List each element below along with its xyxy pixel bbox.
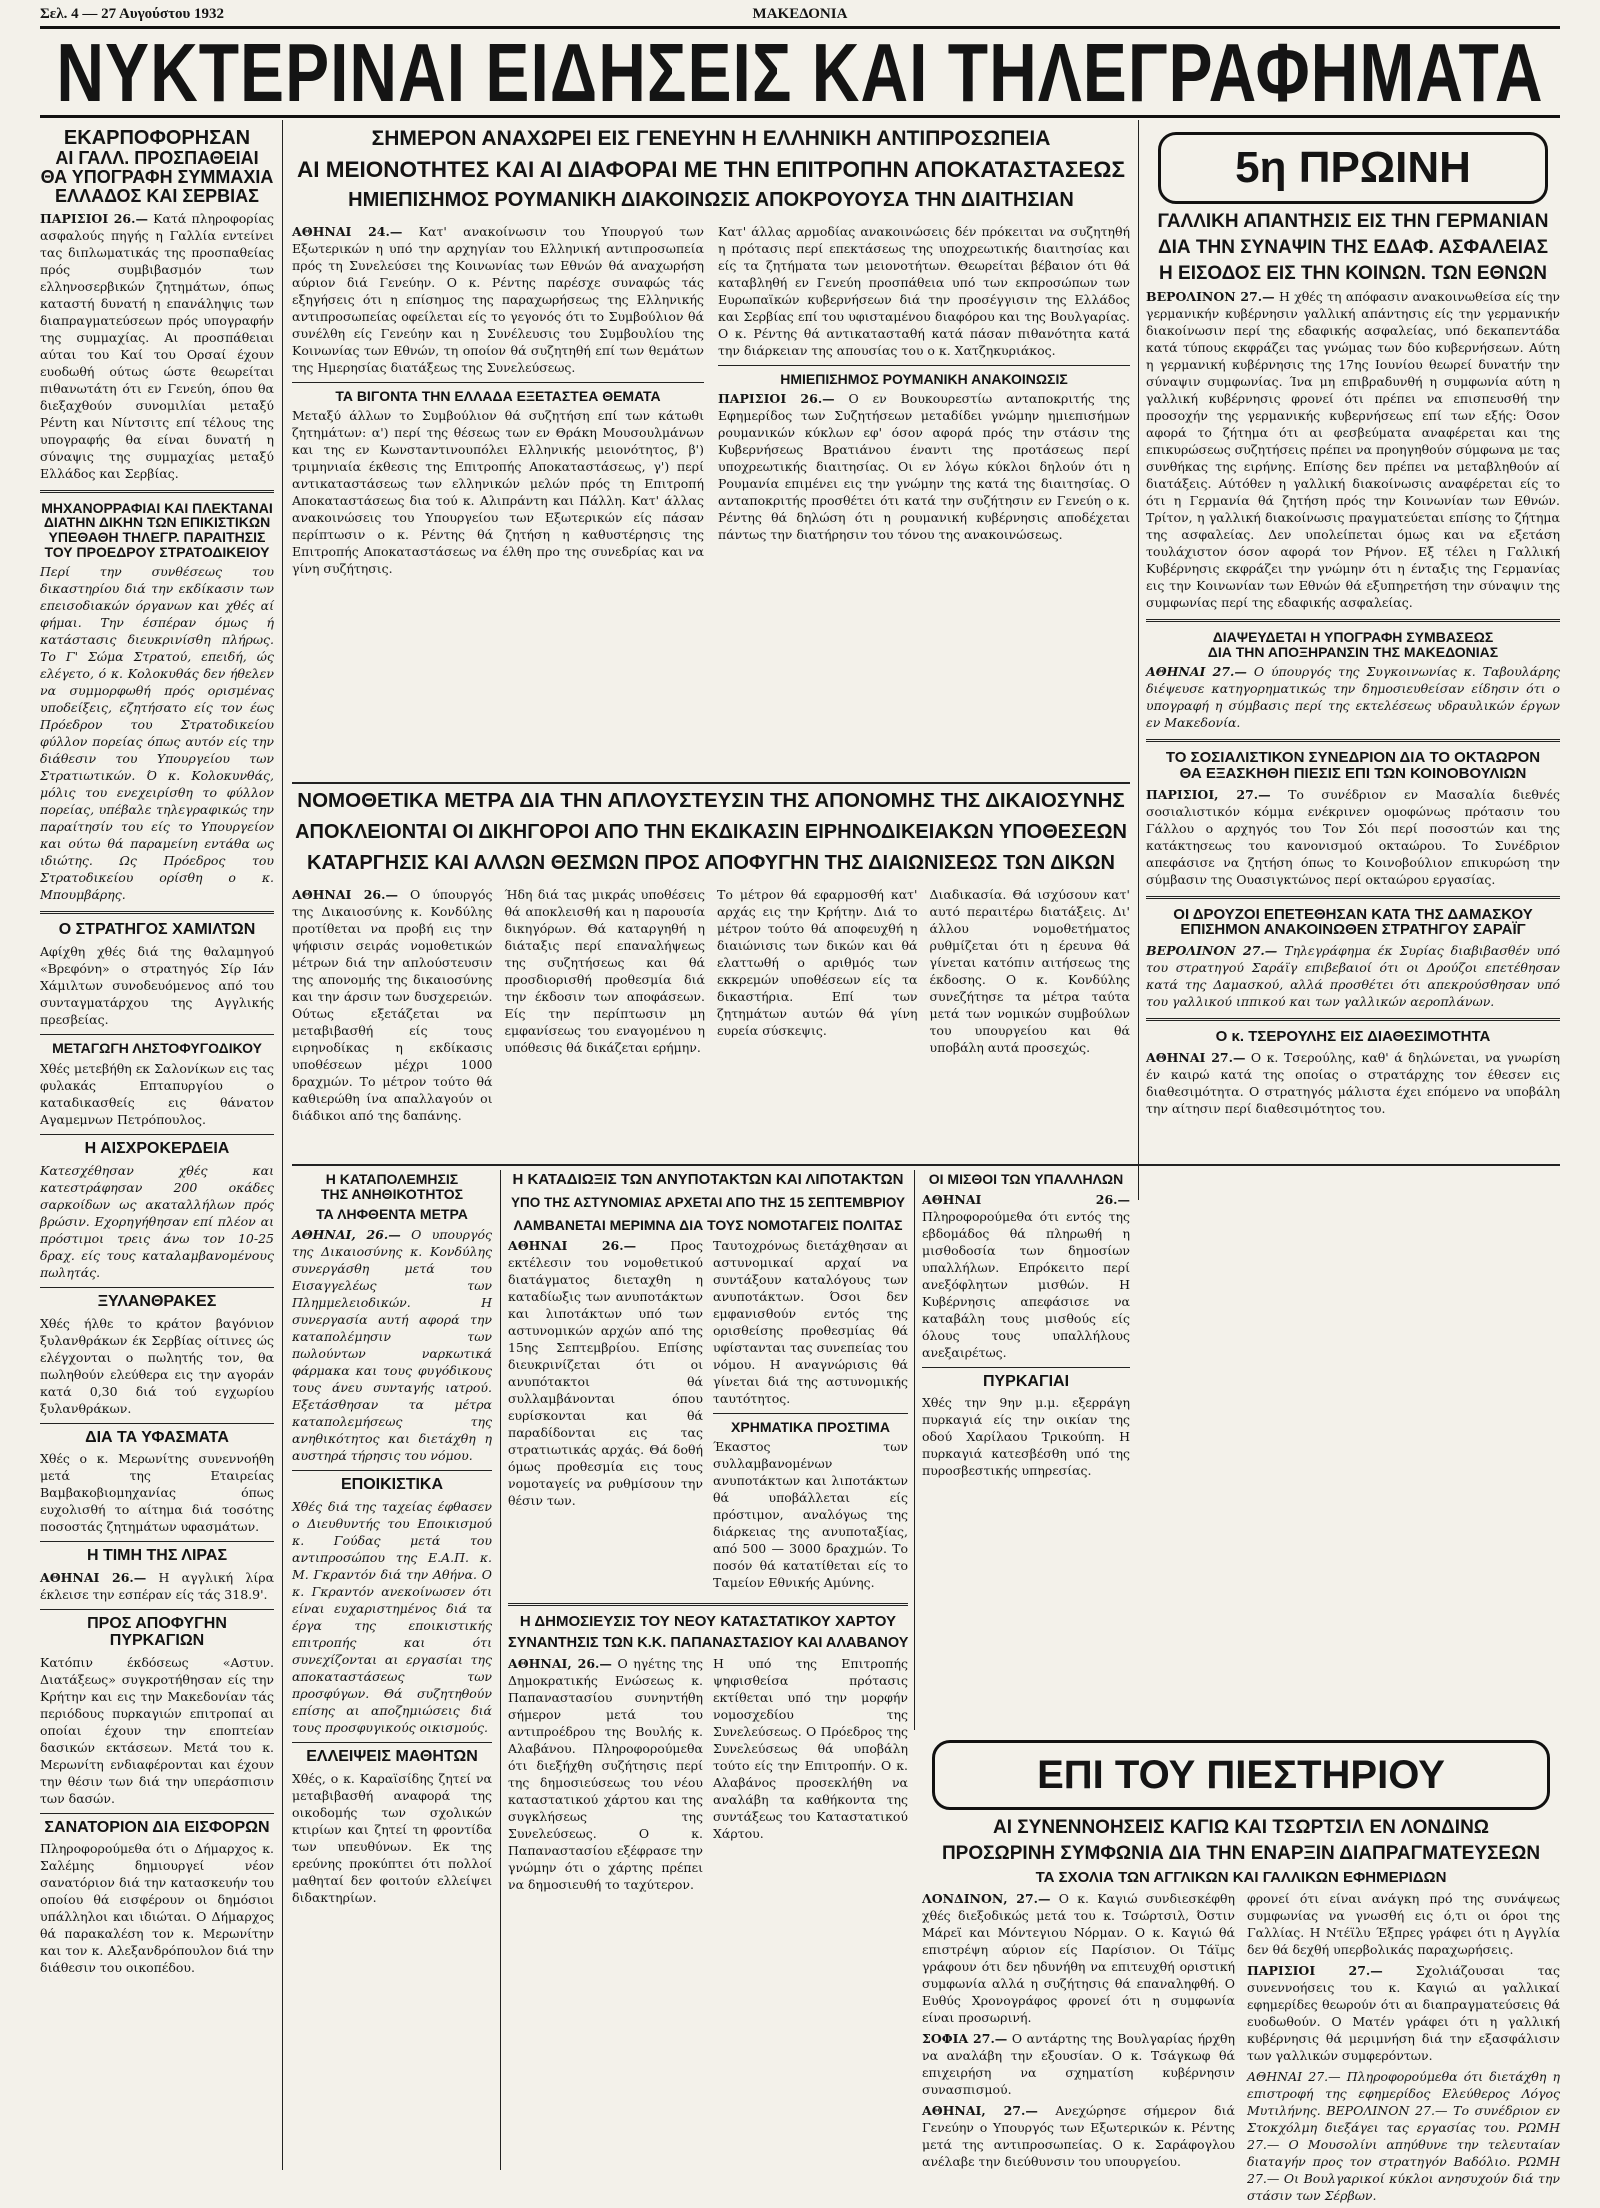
article-body: Χθές ήλθε το κράτον βαγόνιον ξυλανθράκων έκ Σερβίας οίτινες ώς ελέγχονται ο πωλητής τον, θα πωληθούν ελεύθερα εις την αγοράν κατά 0,30 διά τού εγχωρίου ξυλανθράκων. xyxy=(40,1315,274,1416)
headline-line: ΛΑΜΒΑΝΕΤΑΙ ΜΕΡΙΜΝΑ ΔΙΑ ΤΟΥΣ ΝΟΜΟΤΑΓΕΙΣ ΠΟΛΙΤΑΣ xyxy=(513,1216,903,1233)
headline: ΣΑΝΑΤΟΡΙΟΝ ΔΙΑ ΕΙΣΦΟΡΩΝ xyxy=(44,1818,270,1836)
headline: ΕΛΛΕΙΨΕΙΣ ΜΑΘΗΤΩΝ xyxy=(306,1747,478,1765)
divider xyxy=(40,1287,274,1288)
lower-mid-column xyxy=(922,1172,1130,1722)
article-body: Ο κ. Τσερούλης, καθ' ά δηλώνεται, να γνωρίση έν καιρώ κατά της οποίας ο στρατάρχης τον έθεσεν εις διαθεσιμότητα. Ο στρατηγός μάλιστα έχει επόμενο να υποβάλη την αίτησιν περί διαθεσιμότητος του. xyxy=(1146,1049,1561,1116)
subheadline: ΧΡΗΜΑΤΙΚΑ ΠΡΟΣΤΙΜΑ xyxy=(731,1418,890,1435)
headline-line: ΓΑΛΛΙΚΗ ΑΠΑΝΤΗΣΙΣ ΕΙΣ ΤΗΝ ΓΕΡΜΑΝΙΑΝ xyxy=(1157,211,1549,232)
edition-box xyxy=(1158,132,1548,204)
article-body: Χθές διά της ταχείας έφθασεν ο Διευθυντής του Εποικισμού κ. Γούδας μετά του αντιπροσώπου της Ε.Α.Π. κ. Μ. Γκραντόν διά την Αθήνα. Ο κ. Γκραντόν ανεκοίνωσεν ότι είναι ευχαριστημένος διά τα έργα της εποικιστικής επιτροπής και ότι συνεχίζονται αι εργασίαι της αποκαταστάσεως των προσφύγων. Θά συζητηθούν επίσης αι αποζημιώσεις διά τους προσφυγικούς οικισμούς. xyxy=(292,1498,492,1735)
dateline: ΣΟΦΙΑ 27.— xyxy=(922,2030,1008,2046)
article-body: Σχολιάζουσαι τας συνεννοήσεις του κ. Καγιώ αι γαλλικαί εφημερίδες θεωρούν ότι αι διαπραγματεύσεις θά ευοδωθούν. Ο Ματέν γράφει ότι η γαλλική κυβέρνησις θά μεριμνήση διά την εξασφάλισιν των γαλλικών συμφερόντων. xyxy=(1247,1962,1560,2063)
paper-name: ΜΑΚΕΔΟΝΙΑ xyxy=(752,6,848,22)
column-rule xyxy=(500,1170,501,2170)
divider xyxy=(40,1423,274,1424)
article-body: φρονεί ότι είναι ανάγκη πρό της συνάψεως συμφωνίας να γνωσθή εις ό,τι οι όροι της Γαλλίας. Η Ντέϊλυ Έξπρες γράφει ότι η Αγγλία δεν θά δεχθή υπερβολικάς παραχωρήσεις. xyxy=(1247,1890,1560,1957)
subheadline: ΤΑ ΒΙΓΟΝΤΑ ΤΗΝ ΕΛΛΑΔΑ ΕΞΕΤΑΣΤΕΑ ΘΕΜΑΤΑ xyxy=(335,387,661,404)
article-body: Χθές την 9ην μ.μ. εξερράγη πυρκαγιά είς την οικίαν της οδού Χαρίλαου Τρικούπη. Η πυρκαγιά κατεσβέσθη υπό της πυροσβεστικής υπηρεσίας. xyxy=(922,1395,1130,1479)
headline-line: ΤΗΣ ΑΝΗΘΙΚΟΤΗΤΟΣ xyxy=(320,1185,464,1202)
article-col xyxy=(718,219,1130,582)
headline-line: ΘΑ ΥΠΟΓΡΑΦΗ ΣΥΜΜΑΧΙΑ xyxy=(40,166,274,187)
article-body: Πληροφορούμεθα ότι ο Δήμαρχος κ. Σαλέμης δημιουργεί νέον σανατόριον διά την κατασκευήν του οποίου θά εισφέρουν οι δημόσιοι υπάλληλοι και ιδιώται. Ο Δήμαρχος θά παρακαλέση τον κ. Μερωνίτην και τον κ. Αλεξανδρόπουλον διά την διάθεσιν του οικοπέδου. xyxy=(40,1841,274,1976)
article-body: Ήδη διά τας μικράς υποθέσεις θά αποκλεισθή και η παρουσία δικηγόρων. Θά καταργηθή η διάταξις περί επαναλήψεως της συζητήσεως και θά προσδιορισθή προθεσμία διά την έκδοσιν των αποφάσεων. Είς την περίπτωσιν μη εμφανίσεως του εναγομένου η υπόθεσις θά δικάζεται ερήμην. xyxy=(504,886,705,1055)
headline: ΞΥΛΑΝΘΡΑΚΕΣ xyxy=(97,1292,217,1310)
article-columns xyxy=(292,882,1130,1128)
headline-line: ΔΙΑ ΤΗΝ ΑΠΟΞΗΡΑΝΣΙΝ ΤΗΣ ΜΑΚΕΔΟΝΙΑΣ xyxy=(1207,643,1499,660)
article-body: Κατ' άλλας αρμοδίας ανακοινώσεις δέν πρόκειται να συζητηθή η πρότασις περί επεκτάσεως της υποχρεωτικής διαιτησίας και είς τα ζητήματα των μειονοτήτων. Θεωρείται βέβαιον ότι θά καταβληθή εν Γενεύη προσπάθεια υπό των εκπροσώπων των Ευρωπαϊκών κυβερνήσεων διά την προσέγγισιν της Ελλάδος και Σερβίας επί του υφισταμένου διαφόρου και της Βουλγαρίας. Ο κ. Ρέντης θά αντικατασταθή κατά πάσαν πιθανότητα κατά την διάρκειαν της απουσίας του ο κ. Χατζηκυριάκος. xyxy=(718,223,1130,358)
divider xyxy=(1146,1018,1560,1021)
headline-line: ΗΜΙΕΠΙΣΗΜΟΣ ΡΟΥΜΑΝΙΚΗ ΔΙΑΚΟΙΝΩΣΙΣ ΑΠΟΚΡΟΥΟΥΣΑ ΤΗΝ ΔΙΑΙΤΗΣΙΑΝ xyxy=(348,188,1074,211)
column-rule xyxy=(914,1170,915,1730)
article-body: Ο εν Βουκουρεστίω ανταποκριτής της Εφημερίδος των Συζητήσεων μεταδίδει γνώμην ημιεπισήμων ρουμανικών κύκλων εφ' όσον αφορά πρός την στάσιν της Κυβερνήσεως Βρατιάνου έναντι της προτάσεως περί υποχρεωτικής διαιτησίας. Οι εν λόγω κύκλοι δηλούν ότι η Ρουμανία επιμένει εις την γνώμην της κατά της διαιτησίας. Ο ανταποκριτής προσθέτει ότι κατά την συζήτησιν εν Γενεύη ο κ. Ρέντης θά δηλώση ότι η ρουμανική κυβέρνησις αποδέχεται πάντως την διατήρησιν του τόνου της ανακοινώσεως. xyxy=(718,391,1130,543)
article-body: Χθές μετεβήθη εκ Σαλονίκων εις τας φυλακάς Επταπυργίου ο καταδικασθείς εις θάνατον Αγαμεμνων Πετρόπουλος. xyxy=(40,1060,274,1127)
headline-line: Η ΔΗΜΟΣΙΕΥΣΙΣ ΤΟΥ ΝΕΟΥ ΚΑΤΑΣΤΑΤΙΚΟΥ ΧΑΡΤΟΥ xyxy=(519,1613,897,1631)
article-body: Η χθές τη απόφασιν ανακοινωθείσα είς την γερμανικήν κυβέρνησιν γαλλική απάντησις είς την γερμανικήν διακοίνωσιν περί της εδαφικής ασφαλείας, υπό δεκαπεντάδα κατά τύπους εκφράζει τας γνώμας των δύο κυβερνήσεων. Αύτη η γερμανική κυβέρνησις της 17ης Ιουνίου θεωρεί δυνατήν την σύναψιν συμφωνίας. Ίνα μη επιβραδυνθή η συμφωνία αύτη η γαλλική κυβέρνησις φρονεί ότι πρέπει να επισπευσθή την προσοχήν της γερμανικής κυβερνήσεως επί των εξής: Όσον αφορά το ζήτημα ότι αι φεσβεύματα αναφέρεται και της επικυρώσεως συζητήσεις πρέπει να προηγηθούν σύμφωνα με τας συνθήκας της ειρήνης. Επίσης δεν πρέπει να μεταβληθούν αί διατάξεις. Αύτόθεν η γαλλική διακοίνωσις αναφέρεται είς το ότι η Γερμανία θά ζητήση πρός την Κοινωνίαν των Εθνών. Τρίτον, η γαλλική διακοίνωσις πραγματεύεται επίσης το ζήτημα της ασφαλείας. Δεν υπολείπεται όμως και να εξετάση τουλάχιστον όσον αφορά τον Ρήνον. Εξ τέλει η Γαλλική Κυβέρνησις εκφράζει την γνώμην ότι η ένταξις της Γερμανίας εις την Κοινωνίαν των Εθνών θά εξυπηρετήση την σύναψιν της συμφωνίας περί της εδαφικής ασφαλείας. xyxy=(1146,288,1561,610)
press-box xyxy=(932,1740,1550,1810)
headline-line: ΑΙ ΜΕΙΟΝΟΤΗΤΕΣ ΚΑΙ ΑΙ ΔΙΑΦΟΡΑΙ ΜΕ ΤΗΝ ΕΠΙΤΡΟΠΗΝ ΑΠΟΚΑΤΑΣΤΑΣΕΩΣ xyxy=(297,157,1125,183)
headline: Ο κ. ΤΣΕΡΟΥΛΗΣ ΕΙΣ ΔΙΑΘΕΣΙΜΟΤΗΤΑ xyxy=(1215,1028,1491,1046)
divider xyxy=(292,1742,492,1743)
headline-line: ΔΙΑΨΕΥΔΕΤΑΙ Η ΥΠΟΓΡΑΦΗ ΣΥΜΒΑΣΕΩΣ xyxy=(1212,628,1494,645)
horizontal-rule xyxy=(292,1164,1560,1166)
article-col xyxy=(292,219,704,582)
article-body: Μεταξύ άλλων το Συμβούλιον θά συζητήση επί των κάτωθι ζητημάτων: α') περί της θέσεως των εν Θράκη Μουσουλμάνων και της εν Κωνσταντινουπόλει Ελληνικής μειονότητος, β') τριμηνιαία έκθεσις της Επιτροπής Αποκαταστάσεως, γ') περί αντικαταστάσεως των ελληνικών μελών πρός τη Επιτροπή Αποκαταστάσεως δια τού κ. Αλιπράντη και Πάλλη. Κατ' άλλας ανακοινώσεις του Υπουργείου των Εξωτερικών είς πάσαν περίπτωσιν ο κ. Ρέντης θά ζητήση η καθυστέρησις της Επιτροπής Αποκαταστάσεως να έλθη προ της συνεδρίας και να γίνη συζήτησις. xyxy=(292,408,704,577)
article-body: Ο υπουργός της Δικαιοσύνης κ. Κονδύλης συνεργάσθη μετά του Εισαγγελέως των Πλημμελειοδικών. Η συνεργασία αυτή αφορά την καταπολέμησιν των πωλούντων ναρκωτικά φάρμακα και τους φυγόδικους τους άνευ συνταγής ιατρού. Εξετάσθησαν τα μέτρα καταπολεμήσεως της ανηθικότητος και διετάχθη η αυστηρά τήρησις του νόμου. xyxy=(292,1227,492,1464)
article-columns xyxy=(508,1651,908,1897)
article-body: Η υπό της Επιτροπής ψηφισθείσα πρότασις εκτίθεται υπό την μορφήν νομοσχεδίου της Συνελεύσεως. Ο Πρόεδρος της Συνελεύσεως θά υποβάλη τούτο είς την Επιτροπήν. Ο κ. Αλαβάνος προσεκλήθη να αναλάβη τα καθήκοντα της συντάξεως του Καταστατικού Χάρτου. xyxy=(713,1656,908,1842)
dateline: ΠΑΡΙΣΙΟΙ 26.— xyxy=(718,391,835,407)
divider xyxy=(922,1367,1130,1368)
divider xyxy=(1146,896,1560,899)
left-column xyxy=(40,128,274,2173)
dateline: ΑΘΗΝΑΙ 26.— xyxy=(40,1570,147,1586)
article-body: Χθές, ο κ. Καραϊσίδης ζητεί να μεταβιβασθή αναφορά της οικοδομής των σχολικών κτιρίων και ζητεί τη φροντίδα των υπευθύνων. Εκ της ερεύνης προκύπτει ότι πολλοί μαθηταί δεν φοιτούν ελλείψει διδακτηρίων. xyxy=(292,1770,492,1905)
article-alliance xyxy=(40,128,274,482)
divider xyxy=(40,1541,274,1542)
headline-line: ΑΠΟΚΛΕΙΟΝΤΑΙ ΟΙ ΔΙΚΗΓΟΡΟΙ ΑΠΟ ΤΗΝ ΕΚΔΙΚΑΣΙΝ ΕΙΡΗΝΟΔΙΚΕΙΑΚΩΝ ΥΠΟΘΕΣΕΩΝ xyxy=(295,820,1127,843)
dateline: ΑΘΗΝΑΙ, 26.— xyxy=(292,1227,401,1243)
headline-line: ΘΑ ΕΞΑΣΚΗΘΗ ΠΙΕΣΙΣ ΕΠΙ ΤΩΝ ΚΟΙΝΟΒΟΥΛΙΩΝ xyxy=(1179,764,1527,782)
article-body: Ο ύπουργός της Δικαιοσύνης κ. Κονδύλης προτίθεται να προβή εις την ψήφισιν σειράς νομοθετικών μέτρων διά την απλούστευσιν της απονομής της δικαιοσύνης και την άρσιν των δυσχερειών. Ούτως εξετάζεται να μεταβιβασθή είς τους ειρηνοδίκας η εκδίκασις υποθέσεων μέχρι 1000 δραχμών. Το μέτρον τούτο θά καθιερώθη ίνα απαλλαγούν οι διάδικοι από της δαπάνης. xyxy=(292,886,493,1123)
headline-line: ΑΙ ΓΑΛΛ. ΠΡΟΣΠΑΘΕΙΑΙ xyxy=(55,148,259,168)
headline: ΜΕΤΑΓΩΓΗ ΛΗΣΤΟΦΥΓΟΔΙΚΟΥ xyxy=(52,1040,262,1057)
dateline: ΑΘΗΝΑΙ, 26.— xyxy=(508,1656,612,1672)
column-rule xyxy=(282,120,283,2170)
headline-line: ΥΠΕΘΑΘΗ ΤΗΛΕΓΡ. ΠΑΡΑΙΤΗΣΙΣ xyxy=(48,529,266,546)
article-body: Έκαστος των συλλαμβανομένων ανυποτάκτων και λιποτάκτων θά υποβάλλεται είς πρόστιμον, αναλόγως της διάρκειας της ανυποταξίας, από 500 — 3000 δραχμών. Το ποσόν θά κατατίθεται είς το Ταμείον Εθνικής Αμύνης. xyxy=(713,1439,908,1591)
article-columns xyxy=(508,1233,908,1596)
dateline: ΠΑΡΙΣΙΟΙ 27.— xyxy=(1247,1962,1383,1978)
subheadline: ΗΜΙΕΠΙΣΗΜΟΣ ΡΟΥΜΑΝΙΚΗ ΑΝΑΚΟΙΝΩΣΙΣ xyxy=(780,370,1068,387)
dateline: ΑΘΗΝΑΙ 26.— xyxy=(508,1237,637,1253)
dateline: ΑΘΗΝΑΙ 26.— xyxy=(292,886,398,902)
divider xyxy=(718,365,1130,366)
dateline: ΑΘΗΝΑΙ 27.— xyxy=(1146,664,1247,680)
dateline: ΛΟΝΔΙΝΟΝ, 27.— xyxy=(922,1890,1051,1906)
article-body: Ταυτοχρόνως διετάχθησαν αι αστυνομικαί αρχαί να συντάξουν καταλόγους των ανυποτάκτων. Όσοι δεν εμφανισθούν εντός της ορισθείσης προθεσμίας θά υφίστανται τας συνεπείας του νόμου. Η αναγνώρισις θά γίνεται διά της αστυνομικής ταυτότητος. xyxy=(713,1237,908,1406)
divider xyxy=(1146,739,1560,742)
article-body: Το μέτρον θά εφαρμοσθή κατ' αρχάς εις την Κρήτην. Διά το μέτρον τούτο θά αποφευχθή η διαιώνισις των δικών και θά ελαττωθή ο αριθμός των εκκρεμών υποθέσεων είς τα δικαστήρια. Επί των ζητημάτων αυτών θά γίνη ευρεία σύσκεψις. xyxy=(717,886,918,1038)
article-body: Ανεχώρησε σήμερον διά Γενεύην ο Υπουργός των Εξωτερικών κ. Ρέντης μετά της αντιπροσωπείας. Ο κ. Σαράφογλου ανέλαβε την διεύθυνσιν του υπουργείου. xyxy=(922,2102,1235,2169)
article-body: Ο ηγέτης της Δημοκρατικής Ενώσεως κ. Παπαναστασίου συνηντήθη σήμερον μετά του αντιπροέδρου της Βουλής κ. Αλαβάνου. Πληροφορούμεθα ότι διεξήχθη συζήτησις περί της δημοσιεύσεως του νέου καταστατικού χάρτου και της συγκλήσεως της Συνελεύσεως. Ο κ. Παπαναστασίου εξέφρασε την γνώμην ότι ο χάρτης πρέπει να δημοσιευθή το ταχύτερον. xyxy=(508,1656,703,1893)
divider xyxy=(1146,619,1560,622)
headline-line: ΤΑ ΣΧΟΛΙΑ ΤΩΝ ΑΓΓΛΙΚΩΝ ΚΑΙ ΓΑΛΛΙΚΩΝ ΕΦΗΜΕΡΙΔΩΝ xyxy=(1035,1868,1447,1886)
headline-line: ΣΥΝΑΝΤΗΣΙΣ ΤΩΝ Κ.Κ. ΠΑΠΑΝΑΣΤΑΣΙΟΥ ΚΑΙ ΑΛΑΒΑΝΟΥ xyxy=(508,1635,909,1652)
article-body: Κατ' ανακοίνωσιν του Υπουργού των Εξωτερικών η υπό την αρχηγίαν του Ελληνική αντιπροσωπεία πρός τη Συνελεύσει της Κοινωνίας των Εθνών θά αναχωρήση αύριον διά Γενεύην. Ο κ. Ρέντης παρέσχε συναφώς τάς εξηγήσεις ότι η επίσημος της παραχωρήσεως της Ελληνικής αντιπροσωπείας οφείλεται είς το γεγονός ότι το Συμβούλιον θά συνέλθη είς Γενεύην και η Συνέλευσις του Συμβουλίου της Κοινωνίας των Εθνών, τη οποίον θά συζητηθή επί των θεμάτων της Ημερησίας διατάξεως της Συνελεύσεως. xyxy=(292,223,704,375)
headline-line: ΥΠΟ ΤΗΣ ΑΣΤΥΝΟΜΙΑΣ ΑΡΧΕΤΑΙ ΑΠΟ ΤΗΣ 15 ΣΕΠΤΕΜΒΡΙΟΥ xyxy=(511,1194,905,1210)
article-body: Προς εκτέλεσιν του νομοθετικού διατάγματος διεταχθη η καταδίωξις των ανυποτάκτων και λιποτάκτων υπό των αστυνομικών αρχών από της 15ης Σεπτεμβρίου. Επίσης διευκρινίζεται ότι οι ανυπότακτοι θά συλλαμβάνονται όπου ευρίσκονται και θά παραδίδονται εις τας στρατιωτικάς αρχάς. Θά δοθή όμως προθεσμία εις τους νομοταγείς να ρυθμίσουν την θέσιν των. xyxy=(508,1237,703,1508)
article-body: Κατόπιν έκδόσεως «Αστυν. Διατάξεως» συγκροτήθησαν είς την Κρήτην και εις την Μακεδονίαν τάς περιόδους πυρκαγιών επιτροπαί αι οποίαι έχουν την εποπτείαν δασικών εκτάσεων. Μετά του κ. Μερωνίτη ενδιαφέρονται και έχουν την θέσιν των διά την υπεράσπισιν των δασών. xyxy=(40,1654,274,1806)
headline-line: ΣΗΜΕΡΟΝ ΑΝΑΧΩΡΕΙ ΕΙΣ ΓΕΝΕΥΗΝ Η ΕΛΛΗΝΙΚΗ ΑΝΤΙΠΡΟΣΩΠΕΙΑ xyxy=(371,127,1051,150)
headline-line: Η ΚΑΤΑΔΙΩΞΙΣ ΤΩΝ ΑΝΥΠΟΤΑΚΤΩΝ ΚΑΙ ΛΙΠΟΤΑΚΤΩΝ xyxy=(512,1171,904,1188)
article-body: Κατά πληροφορίας ασφαλούς πηγής η Γαλλία εντείνει τας διπλωματικάς της προσπαθείας πρός συμβιβασμόν των ελληνοσερβικών ζητημάτων, όπως καταστή δυνατή η επανάληψις των διαπραγματεύσεων πρός υπογραφήν της συμμαχίας. Αι προσπάθειαι αύται του Καί του Ορσαί έχουν ευοδωθή ούτως ώστε θεωρείται πιθανωτάτη ότι εν Γενεύη, όπου θα διεξαχθούν συνομιλίαι μεταξύ Ρέντη και Νίντσιτς επί τέλους της υπογραφής θα είναι δυνατή η σύναψις της συμμαχίας μεταξύ Ελλάδος και Σερβίας. xyxy=(40,210,274,481)
center-top-block xyxy=(292,128,1130,778)
dateline: ΠΑΡΙΣΙΟΙ 26.— xyxy=(40,210,148,226)
press-box-area xyxy=(922,1740,1560,2203)
masthead-title: ΝΥΚΤΕΡΙΝΑΙ ΕΙΔΗΣΕΙΣ ΚΑΙ ΤΗΛΕΓΡΑΦΗΜΑΤΑ xyxy=(56,25,1544,119)
dateline: ΠΑΡΙΣΙΟΙ, 27.— xyxy=(1146,786,1271,802)
headline-line: ΠΡΟΣΩΡΙΝΗ ΣΥΜΦΩΝΙΑ ΔΙΑ ΤΗΝ ΕΝΑΡΞΙΝ ΔΙΑΠΡΑΓΜΑΤΕΥΣΕΩΝ xyxy=(941,1842,1541,1864)
headline-line: ΝΟΜΟΘΕΤΙΚΑ ΜΕΤΡΑ ΔΙΑ ΤΗΝ ΑΠΛΟΥΣΤΕΥΣΙΝ ΤΗΣ ΑΠΟΝΟΜΗΣ ΤΗΣ ΔΙΚΑΙΟΣΥΝΗΣ xyxy=(297,789,1125,812)
headline: ΠΡΟΣ ΑΠΟΦΥΓΗΝ ΠΥΡΚΑΓΙΩΝ xyxy=(87,1615,227,1649)
divider xyxy=(292,382,704,383)
headline-line: ΕΛΛΑΔΟΣ ΚΑΙ ΣΕΡΒΙΑΣ xyxy=(55,185,259,206)
divider xyxy=(508,1603,908,1606)
headline-line: ΟΙ ΔΡΟΥΖΟΙ ΕΠΕΤΕΘΗΣΑΝ ΚΑΤΑ ΤΗΣ ΔΑΜΑΣΚΟΥ xyxy=(1173,905,1533,923)
page-topline xyxy=(40,6,1560,26)
headline-line: Η ΚΑΤΑΠΟΛΕΜΗΣΙΣ xyxy=(325,1171,459,1187)
article-columns xyxy=(292,219,1130,582)
article-court xyxy=(40,501,274,904)
headline: ΠΥΡΚΑΓΙΑΙ xyxy=(982,1372,1070,1390)
divider xyxy=(40,1134,274,1135)
headline: ΟΙ ΜΙΣΘΟΙ ΤΩΝ ΥΠΑΛΛΗΛΩΝ xyxy=(928,1171,1124,1187)
dateline: ΑΘΗΝΑΙ 24.— xyxy=(292,223,403,239)
masthead xyxy=(40,26,1560,118)
headline-line: ΔΙΑΤΗΝ ΔΙΚΗΝ ΤΩΝ ΕΠΙΚΙΣΤΙΚΩΝ xyxy=(43,514,271,531)
article-body: Πληροφορούμεθα ότι εντός της εβδομάδος θά πληρωθή η μισθοδοσία των δημοσίων υπαλλήλων. Επρόκειτο περί ανεξόφλητων μισθών. Η Κυβέρνησις απεφάσισε να καταβάλη τους μισθούς είς όλους τους υπαλλήλους ανεξαιρέτως. xyxy=(922,1208,1130,1360)
lower-center-column xyxy=(508,1172,908,2172)
headline-line: Η ΕΙΣΟΔΟΣ ΕΙΣ ΤΗΝ ΚΟΙΝΩΝ. ΤΩΝ ΕΘΝΩΝ xyxy=(1159,262,1547,284)
article-body: Περί την συνθέσεως του δικαστηρίου διά την εκδίκασιν των επεισοδιακών όργανων και χθές αί φήμαι. Την έσπέραν όμως ή κατάστασις διευκρινίσθη πλήρως. Το Γ' Σώμα Στρατού, επειδή, ώς ελέγετο, ό κ. Κολοκυθάς δεν ήθελεν να συμμορφωθή πρός ορισμένας υποδείξεις, εζητήσατο είς τον έως Πρόεδρον του Στρατοδικείου φύλλον πορείας όπως αυτόν είς την διάθεσιν του Υπουργείου των Στρατιωτικών. Ό κ. Κολοκυνθάς, μόλις του ενεχειρίσθη το φύλλον πορείας, υπέβαλε τηλεγραφικώς την παραίτησίν του είς το Υπουργείον και ούτω θά παραμείνη εντάθα ως ιδιώτης. Ως Πρόεδρος του Στρατοδικείου ορίσθη ο κ. Μπουμβάρης. xyxy=(40,564,274,903)
divider xyxy=(40,1813,274,1814)
divider xyxy=(40,911,274,914)
law-article xyxy=(292,790,1130,1160)
article-body: Η αγγλική λίρα έκλεισε την εσπέραν είς τάς 318.9'. xyxy=(40,1570,275,1603)
headline: Η ΤΙΜΗ ΤΗΣ ΛΙΡΑΣ xyxy=(86,1547,228,1565)
headline-line: ΕΠΙΣΗΜΟΝ ΑΝΑΚΟΙΝΩΘΕΝ ΣΤΡΑΤΗΓΟΥ ΣΑΡΑΪΓ xyxy=(1180,921,1526,939)
press-box-title: ΕΠΙ ΤΟΥ ΠΙΕΣΤΗΡΙΟΥ xyxy=(1037,1753,1445,1797)
headline: ΔΙΑ ΤΑ ΥΦΑΣΜΑΤΑ xyxy=(85,1428,229,1446)
column-rule xyxy=(1138,120,1139,1200)
article-body: Κατεσχέθησαν χθές και κατεστράφησαν 200 οκάδες σαρκοίδων ως ακαταλλήλων πρός βρώσιν. Εχορηγήθησαν επί πλέον αι πρόστιμοι τρεις άνω τον 10-25 δραχ. είς τους καταλαμβανομένους πωλητάς. xyxy=(40,1162,274,1280)
divider xyxy=(713,1413,908,1414)
article-body: Διαδικασία. Θά ισχύσουν κατ' αυτό περαιτέρω διατάξεις. Δι' άλλου νομοθετήματος ρυθμίζεται ότι η έρευνα θά γίνεται κατόπιν αιτήσεως της έκδοσης. Ο κ. Κονδύλης συνεζήτησε τα μέτρα ταύτα μετά των νομικών συμβούλων του υπουργείου και θά υποβάλη αυτά προσεχώς. xyxy=(929,886,1130,1055)
headline-line: ΤΟ ΣΟΣΙΑΛΙΣΤΙΚΟΝ ΣΥΝΕΔΡΙΟΝ ΔΙΑ ΤΟ ΟΚΤΑΩΡΟΝ xyxy=(1165,749,1541,767)
dateline: ΒΕΡΟΛΙΝΟΝ 27.— xyxy=(1146,288,1275,304)
headline-line: ΜΗΧΑΝΟΡΡΑΦΙΑΙ ΚΑΙ ΠΛΕΚΤΑΝΑΙ xyxy=(41,499,273,516)
horizontal-rule xyxy=(292,782,1130,784)
divider xyxy=(40,1034,274,1035)
headline-line: ΚΑΤΑΡΓΗΣΙΣ ΚΑΙ ΑΛΛΩΝ ΘΕΣΜΩΝ ΠΡΟΣ ΑΠΟΦΥΓΗΝ ΤΗΣ ΔΙΑΙΩΝΙΣΕΩΣ ΤΩΝ ΔΙΚΩΝ xyxy=(307,851,1115,874)
article-body: Χθές ο κ. Μερωνίτης συνεννοήθη μετά της Εταιρείας Βαμβακοβιομηχανίας όπως ευχολισθή το αίτημα διά τοσότης ποσοστάς ζητημάτων υφασμάτων. xyxy=(40,1451,274,1535)
divider xyxy=(40,490,274,493)
article-body: Ο ύπουργός της Συγκοινωνίας κ. Ταβουλάρης διέψευσε κατηγορηματικώς την δημοσιευθείσαν είδησιν ότι ο υπογραφή η σύμβασις περί της εκτελέσεως υδραυλικών έργων εν Μακεδονία. xyxy=(1146,664,1561,731)
article-body: ΑΘΗΝΑΙ 27.— Πληροφορούμεθα ότι διετάχθη η επιστροφή της εφημερίδος Ελεύθερος Λόγος Μυτιλήνης. ΒΕΡΟΛΙΝΟΝ 27.— Το συνέδριον εν Στοκχόλμη διεξάγει τας εργασίας του. ΡΩΜΗ 27.— Ο Μουσολίνι απηύθυνε την τελευταίαν διαταγήν προς τον στρατηγόν Βαδόλιο. ΡΩΜΗ 27.— Οι Βουλγαρικοί κύκλοι ανησυχούν διά την στάσιν των Σέρβων. xyxy=(1247,2068,1560,2203)
headline-line: ΔΙΑ ΤΗΝ ΣΥΝΑΨΙΝ ΤΗΣ ΕΔΑΦ. ΑΣΦΑΛΕΙΑΣ xyxy=(1157,236,1549,258)
headline-line: ΤΟΥ ΠΡΟΕΔΡΟΥ ΣΤΡΑΤΟΔΙΚΕΙΟΥ xyxy=(44,543,270,560)
article-body: Ο κ. Καγιώ συνδιεσκέφθη χθές διεξοδικώς μετά του κ. Τσώρτσιλ, Όστιν Μάρεϊ και Μόντεγιου Νόρμαν. Ο κ. Καγιώ θά επιστρέψη αύριον είς Παρίσιον. Οι Τάϊμς γράφουν ότι δεν ηδυνήθη να επιτευχθή οριστική συμφωνία αλλά η συζήτησις θά επαναληφθή. Ο Ευθύς Χρονογράφος φρονεί ότι η συμφωνία είναι προσωρινή. xyxy=(922,1890,1235,2025)
headline-line: ΕΚΑΡΠΟΦΟΡΗΣΑΝ xyxy=(63,127,251,149)
lower-left-column xyxy=(292,1172,492,2172)
headline: ΕΠΟΙΚΙΣΤΙΚΑ xyxy=(340,1476,444,1494)
right-column xyxy=(1146,128,1560,1200)
dateline: ΑΘΗΝΑΙ 26.— xyxy=(922,1191,1130,1207)
dateline: ΑΘΗΝΑΙ, 27.— xyxy=(922,2102,1038,2118)
page-date: Σελ. 4 — 27 Αυγούστου 1932 xyxy=(40,6,225,22)
article-body: Το συνέδριον εν Μασαλία διεθνές σοσιαλιστικόν κόμμα ενέκρινεν ομοφώνως πρότασιν του Γάλλου ο αρχηγός του Τον Σόι περί ποσοστών και της κατάκτησεως του κανονισμού οκταώρου. Το Συνέδριον απεφάσισε να ζητήση όπως το Κοινοβούλιον επικυρώση την σύμβασιν της Ουασιγκτώνος περί οκταώρου εργασίας. xyxy=(1146,786,1560,887)
article-body: Αφίχθη χθές διά της θαλαμηγού «Βρεφόνη» ο στρατηγός Σίρ Ιάν Χάμιλτων συνοδευόμενος από του συνταγματάρχου της Αγγλικής πρεσβείας. xyxy=(40,944,274,1028)
article-body: Τηλεγράφημα έκ Συρίας διαβιβασθέν υπό του στρατηγού Σαράϊγ επιβεβαιοί ότι οι Δρούζοι επετέθησαν κατά της Δαμασκού, αλλά προσθέτει ότι απεκρούσθησαν υπό του γαλλικού ιππικού και των γαλλικών αεροπλάνων. xyxy=(1146,943,1561,1010)
headline: Η ΑΙΣΧΡΟΚΕΡΔΕΙΑ xyxy=(84,1139,230,1157)
dateline: ΒΕΡΟΛΙΝΟΝ 27.— xyxy=(1146,943,1278,959)
divider xyxy=(292,1470,492,1471)
headline-line: ΑΙ ΣΥΝΕΝΝΟΗΣΕΙΣ ΚΑΓΙΩ ΚΑΙ ΤΣΩΡΤΣΙΛ ΕΝ ΛΟΝΔΙΝΩ xyxy=(992,1817,1490,1838)
subheadline: ΤΑ ΛΗΦΘΕΝΤΑ ΜΕΤΡΑ xyxy=(316,1206,468,1223)
dateline: ΑΘΗΝΑΙ 27.— xyxy=(1146,1049,1246,1065)
article-columns xyxy=(922,1886,1560,2208)
article-body: Ο αντάρτης της Βουλγαρίας ήρχθη να αναλάβη την εξουσίαν. Ο κ. Τσάγκωφ θά επιχειρήση να σχηματίση κυβέρνησιν συνασπισμού. xyxy=(922,2030,1235,2097)
edition-title: 5η ΠΡΩΙΝΗ xyxy=(1235,142,1471,192)
headline: Ο ΣΤΡΑΤΗΓΟΣ ΧΑΜΙΛΤΩΝ xyxy=(58,921,256,939)
divider xyxy=(40,1609,274,1610)
